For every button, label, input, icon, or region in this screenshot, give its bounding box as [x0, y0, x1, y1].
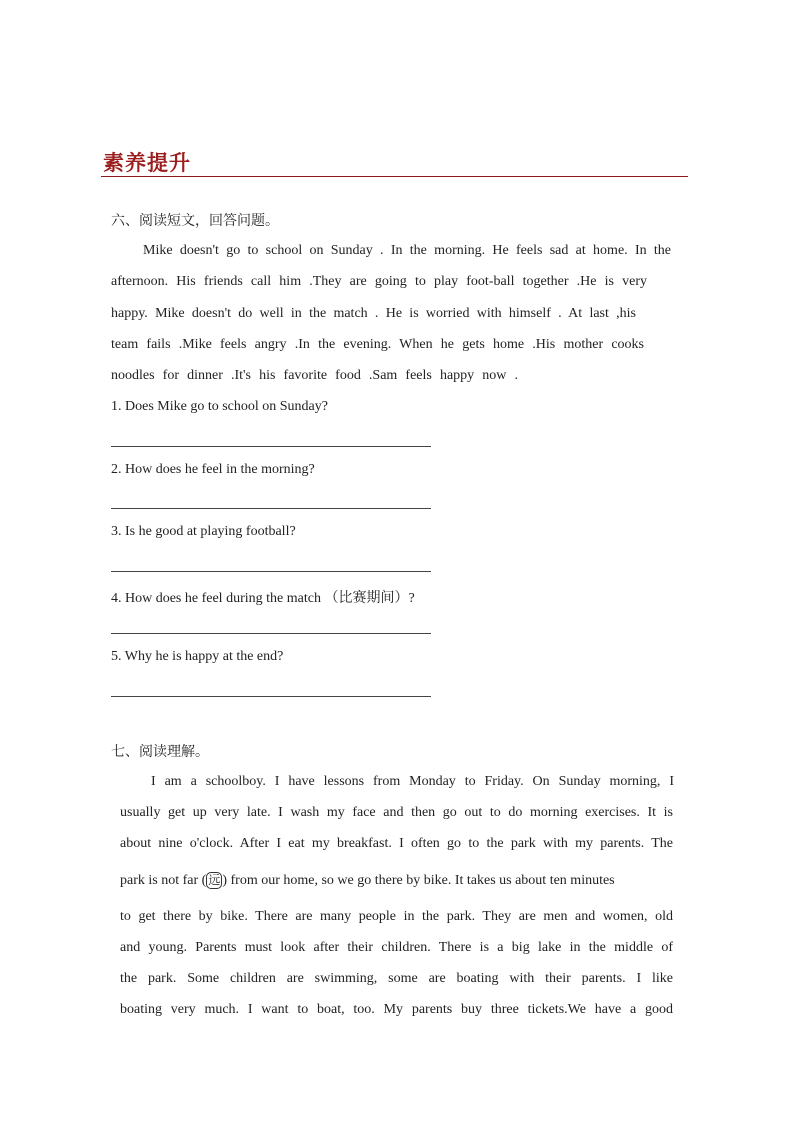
- part7-line-end: ) from our home, so we go there by bike. It takes us about ten minutes: [222, 873, 615, 888]
- part7-passage-line: to get there by bike. There are many people in the park. They are men and women, old: [120, 909, 673, 924]
- question-4: 4. How does he feel during the match （比赛期间）?: [111, 591, 415, 606]
- part7-line-start: park is not far (: [120, 873, 207, 888]
- part7-passage-line: usually get up very late. I wash my face and then go out to do morning exercises. It is: [120, 805, 673, 820]
- title-divider: [101, 176, 688, 177]
- answer-line-2[interactable]: [111, 508, 431, 509]
- part7-passage-line: boating very much. I want to boat, too. My parents buy three tickets.We have a good: [120, 1002, 673, 1017]
- part6-passage-line: noodles for dinner .It's his favorite food .Sam feels happy now .: [111, 368, 518, 383]
- part7-passage-line: the park. Some children are swimming, some are boating with their parents. I like: [120, 971, 673, 986]
- question-2: 2. How does he feel in the morning?: [111, 462, 315, 477]
- part6-passage-line: happy. Mike doesn't do well in the match . He is worried with himself . At last ,his: [111, 306, 636, 321]
- part7-passage-line: about nine o'clock. After I eat my breakfast. I often go to the park with my parents. The: [120, 836, 673, 851]
- part7-heading: 七、阅读理解。: [111, 744, 209, 760]
- part7-passage-line: [120, 872, 615, 889]
- answer-line-5[interactable]: [111, 696, 431, 697]
- question-1: 1. Does Mike go to school on Sunday?: [111, 399, 328, 414]
- part6-heading: 六、阅读短文，回答问题。: [111, 213, 279, 229]
- part6-passage-line: afternoon. His friends call him .They are going to play foot-ball together .He is very: [111, 274, 647, 289]
- question-5: 5. Why he is happy at the end?: [111, 649, 284, 664]
- part6-passage-line: Mike doesn't go to school on Sunday . In the morning. He feels sad at home. In the: [143, 243, 671, 258]
- part7-passage-line: I am a schoolboy. I have lessons from Monday to Friday. On Sunday morning, I: [151, 774, 674, 789]
- section-title: 素养提升: [103, 151, 191, 175]
- question-3: 3. Is he good at playing football?: [111, 524, 296, 539]
- answer-line-1[interactable]: [111, 446, 431, 447]
- part6-passage-line: team fails .Mike feels angry .In the evening. When he gets home .His mother cooks: [111, 337, 644, 352]
- answer-line-3[interactable]: [111, 571, 431, 572]
- answer-line-4[interactable]: [111, 633, 431, 634]
- gloss-char: 远: [208, 873, 221, 887]
- part7-passage-line: and young. Parents must look after their children. There is a big lake in the middle of: [120, 940, 673, 955]
